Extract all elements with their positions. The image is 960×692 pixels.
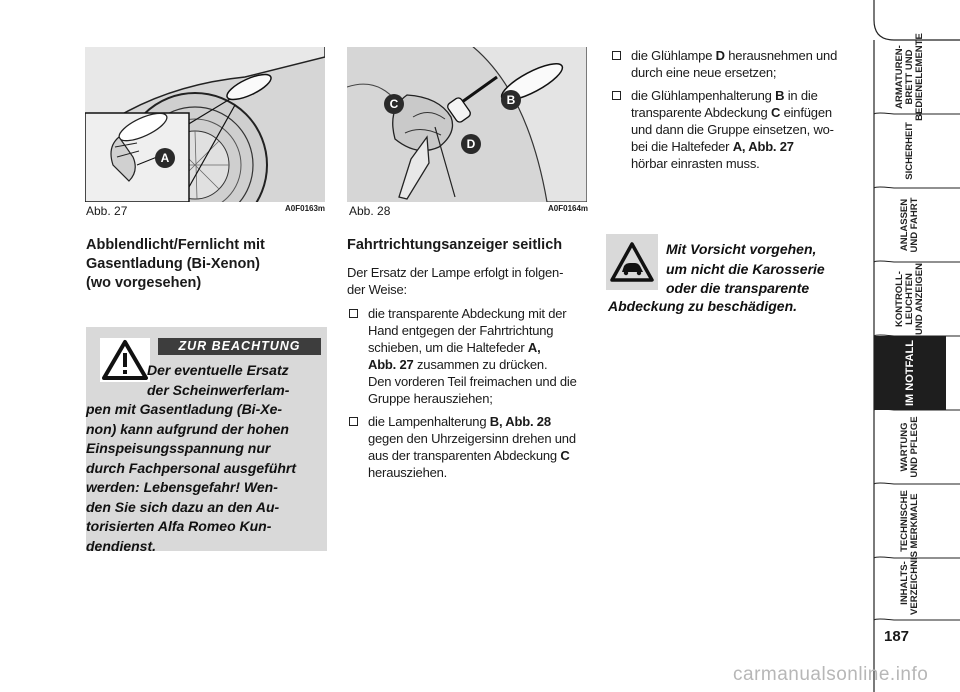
step-4: die Glühlampenhalterung B in die transparente Abdeckung C einfügen und dann die Gruppe einsetzen, wo- bei die Haltefeder A, Abb. 27 hörbar einrasten muss. — [610, 87, 854, 172]
watermark: carmanualsonline.info — [733, 664, 929, 685]
step-1: die transparente Abdeckung mit der Hand entgegen der Fahrtrichtung schieben, um die Haltefeder A, Abb. 27 zusammen zu drücken. Den vorderen Teil freimachen und die Gruppe herausziehen; — [347, 305, 589, 407]
caution-text: Mit Vorsicht vorgehen, um nicht die Karosserie oder die transparente — [666, 241, 825, 296]
side-indicator-steps — [347, 305, 589, 487]
warning-box — [86, 327, 327, 554]
nav-tab-anlassen[interactable]: ANLASSEN UND FAHRT — [899, 197, 920, 253]
side-indicator-intro: Der Ersatz der Lampe erfolgt in folgen- der Weise: — [347, 265, 564, 297]
page-number: 187 — [884, 628, 910, 645]
section-heading-bi-xenon: Abblendlicht/Fernlicht mit Gasentladung (Bi-Xenon) (wo vorgesehen) — [86, 237, 265, 291]
figure-27-code: A0F0163m — [285, 204, 326, 213]
nav-tab-kontrollleuchten[interactable]: KONTROLL- LEUCHTEN UND ANZEIGEN — [894, 263, 925, 335]
figure-27-image — [85, 47, 325, 202]
nav-tab-armaturenbrett[interactable]: ARMATUREN- BRETT UND BEDIENELEMENTE — [894, 33, 925, 121]
figure-28-callout-b: B — [501, 90, 521, 110]
step-3: die Glühlampe D herausnehmen und durch eine neue ersetzen; — [610, 47, 854, 81]
replacement-steps — [610, 47, 854, 178]
figure-27-caption: Abb. 27 — [86, 204, 128, 218]
nav-tab-wartung[interactable]: WARTUNG UND PFLEGE — [899, 416, 920, 478]
caution-text-continued: Abdeckung zu beschädigen. — [608, 298, 798, 314]
warning-text: Der eventuelle Ersatz der Scheinwerferlam- — [147, 362, 290, 398]
caution-box — [606, 234, 856, 324]
section-heading-side-indicator: Fahrtrichtungsanzeiger seitlich — [347, 237, 563, 253]
nav-tab-im-notfall[interactable]: IM NOTFALL — [874, 336, 946, 410]
step-2: die Lampenhalterung B, Abb. 28 gegen den Uhrzeigersinn drehen und aus der transparenten Abdeckung C herausziehen. — [347, 413, 589, 481]
figure-27-callout-a: A — [155, 148, 175, 168]
figure-28-image — [347, 47, 587, 202]
figure-28-code: A0F0164m — [548, 204, 589, 213]
figure-28-callout-c: C — [384, 94, 404, 114]
nav-tab-inhaltsverzeichnis[interactable]: INHALTS- VERZEICHNIS — [899, 551, 920, 615]
warning-banner: ZUR BEACHTUNG — [158, 338, 321, 355]
warning-triangle-icon — [100, 338, 150, 382]
nav-tab-technische-merkmale[interactable]: TECHNISCHE MERKMALE — [899, 490, 920, 552]
caution-car-icon — [606, 234, 658, 290]
figure-28-caption: Abb. 28 — [349, 204, 391, 218]
figure-28-callout-d: D — [461, 134, 481, 154]
warning-text-continued: pen mit Gasentladung (Bi-Xe- non) kann aufgrund der hohen Einspeisungsspannung nur durch Fachpersonal ausgeführt werden: Lebensgefahr! Wen- den Sie sich dazu an den Au- torisierten Alfa Romeo Kun- dendienst. — [86, 401, 297, 554]
nav-tab-sicherheit[interactable]: SICHERHEIT — [904, 122, 915, 180]
